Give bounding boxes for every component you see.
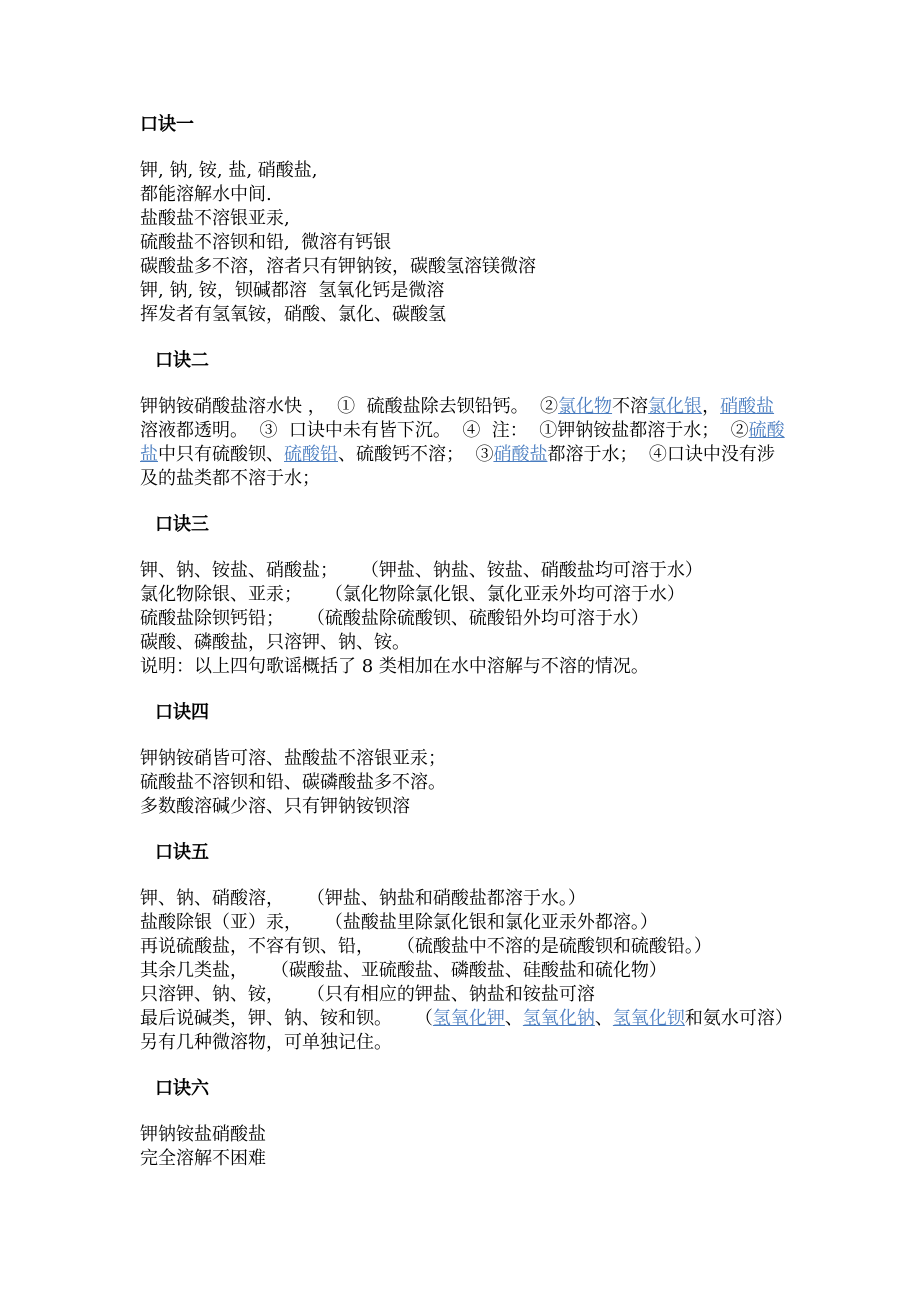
section-body-5	[140, 887, 920, 1055]
text-line	[140, 443, 920, 467]
text-line: 再说硫酸盐，不容有钡、铅， （硫酸盐中不溶的是硫酸钡和硫酸铅。）	[140, 936, 712, 957]
link-sulfate[interactable]: 硫酸	[748, 420, 785, 441]
text-run: 最后说碱类，钾、钠、铵和钡。 （	[140, 1008, 433, 1029]
text-line: 挥发者有氢氧铵，硝酸、氯化、碳酸氢	[140, 304, 446, 325]
section-heading-4: 口诀四	[155, 702, 209, 723]
text-line	[140, 419, 920, 443]
link-nitrate[interactable]: 硝酸盐	[720, 396, 775, 417]
text-line: 碳酸盐多不溶，溶者只有钾钠铵，碳酸氢溶镁微溶	[140, 256, 536, 277]
text-line: 另有几种微溶物，可单独记住。	[140, 1032, 392, 1053]
section-body-1	[140, 159, 920, 327]
section-heading-5: 口诀五	[155, 842, 209, 863]
section-heading-1: 口诀一	[140, 114, 194, 135]
link-chloride[interactable]: 氯化物	[558, 396, 613, 417]
text-line	[140, 1007, 920, 1031]
text-line: 硫酸盐不溶钡和铅, 微溶有钙银	[140, 232, 392, 253]
section-heading-2: 口诀二	[155, 350, 209, 371]
section-body-6	[140, 1123, 920, 1171]
text-line: 碳酸、磷酸盐，只溶钾、钠、铵。	[140, 632, 410, 653]
text-line: 氯化物除银、亚汞； （氯化物除氯化银、氯化亚汞外均可溶于水）	[140, 584, 685, 605]
text-line: 钾钠铵硝皆可溶、盐酸盐不溶银亚汞；	[140, 748, 446, 769]
text-line: 硫酸盐除钡钙铅； （硫酸盐除硫酸钡、硫酸铅外均可溶于水）	[140, 608, 649, 629]
text-run: 、	[594, 1008, 613, 1029]
text-line: 多数酸溶碱少溶、只有钾钠铵钡溶	[140, 796, 410, 817]
text-line: 钾钠铵盐硝酸盐	[140, 1124, 266, 1145]
text-line: 钾, 钠, 铵, 盐, 硝酸盐,	[140, 160, 318, 181]
link-potassium-hydroxide[interactable]: 氢氧化钾	[432, 1008, 505, 1029]
link-barium-hydroxide[interactable]: 氢氧化钡	[612, 1008, 685, 1029]
text-run: 溶液都透明。 ③ 口诀中未有皆下沉。 ④ 注： ①钾钠铵盐都溶于水； ②	[140, 420, 749, 441]
text-run: 钾钠铵硝酸盐溶水快 ， ① 硫酸盐除去钡铅钙。 ②	[140, 396, 559, 417]
text-run: ，	[702, 396, 721, 417]
text-line: 完全溶解不困难	[140, 1148, 266, 1169]
link-silver-chloride[interactable]: 氯化银	[648, 396, 703, 417]
text-line: 都能溶解水中间.	[140, 184, 272, 205]
text-line: 盐酸盐不溶银亚汞,	[140, 208, 290, 229]
link-nitrate[interactable]: 硝酸盐	[493, 444, 548, 465]
text-line: 钾、钠、铵盐、硝酸盐； （钾盐、钠盐、铵盐、硝酸盐均可溶于水）	[140, 560, 703, 581]
link-lead-sulfate[interactable]: 硫酸铅	[284, 444, 338, 465]
text-line: 只溶钾、钠、铵， （只有相应的钾盐、钠盐和铵盐可溶	[140, 984, 595, 1005]
text-run: 、硫酸钙不溶； ③	[338, 444, 494, 465]
section-body-4	[140, 747, 920, 819]
section-body-3	[140, 559, 920, 679]
text-line: 盐酸除银（亚）汞， （盐酸盐里除氯化银和氯化亚汞外都溶。）	[140, 912, 658, 933]
text-run: 中只有硫酸钡、	[158, 444, 284, 465]
section-heading-6: 口诀六	[155, 1078, 209, 1099]
section-heading-3: 口诀三	[155, 514, 209, 535]
text-line: 其余几类盐， （碳酸盐、亚硫酸盐、磷酸盐、硅酸盐和硫化物）	[140, 960, 667, 981]
text-line: 钾、钠、硝酸溶， （钾盐、钠盐和硝酸盐都溶于水。）	[140, 888, 586, 909]
text-line: 说明：以上四句歌谣概括了 8 类相加在水中溶解与不溶的情况。	[140, 656, 649, 677]
text-run: 和氨水可溶）	[684, 1008, 793, 1029]
text-line: 钾, 钠, 铵，钡碱都溶 氢氧化钙是微溶	[140, 280, 445, 301]
text-run: 、	[504, 1008, 523, 1029]
text-run: 都溶于水； ④口诀中没有涉	[547, 444, 775, 465]
section-body-2	[140, 395, 920, 491]
text-run: 不溶	[612, 396, 649, 417]
text-run: 及的盐类都不溶于水；	[140, 468, 320, 489]
text-line	[140, 467, 920, 491]
text-line	[140, 395, 920, 419]
link-sodium-hydroxide[interactable]: 氢氧化钠	[522, 1008, 595, 1029]
text-line: 硫酸盐不溶钡和铅、碳磷酸盐多不溶。	[140, 772, 446, 793]
link-sulfate[interactable]: 盐	[140, 444, 158, 465]
